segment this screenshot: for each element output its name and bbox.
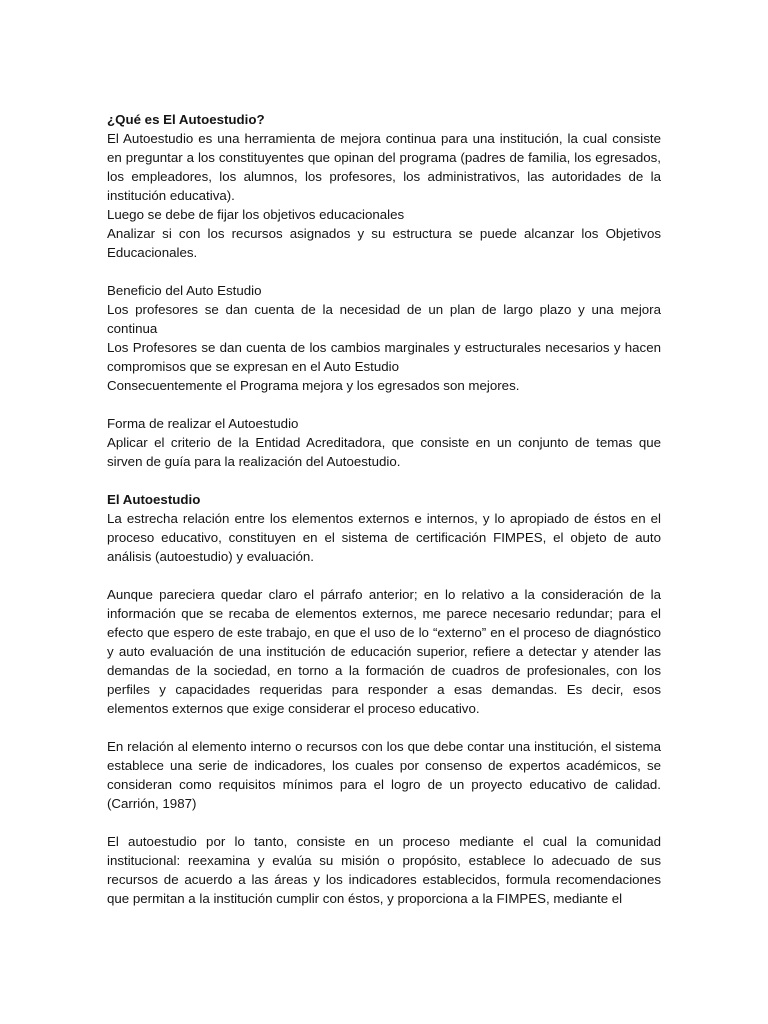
heading-forma: Forma de realizar el Autoestudio	[107, 416, 299, 431]
spacer	[107, 471, 661, 490]
paragraph-relacion: La estrecha relación entre los elementos externos e internos, y lo apropiado de éstos en el proceso educativo, constituyen en el sistema de certificación FIMPES, el objeto de auto análisis (autoestudio) y evaluación.	[107, 511, 661, 564]
heading-el-autoestudio: El Autoestudio	[107, 492, 201, 507]
paragraph-beneficio-2: Los Profesores se dan cuenta de los cambios marginales y estructurales necesarios y hacen compromisos que se expresan en el Auto Estudio	[107, 340, 661, 374]
spacer	[107, 395, 661, 414]
heading-que-es-autoestudio: ¿Qué es El Autoestudio?	[107, 112, 265, 127]
paragraph-analizar: Analizar si con los recursos asignados y su estructura se puede alcanzar los Objetivos Educacionales.	[107, 226, 661, 260]
paragraph-internos: En relación al elemento interno o recursos con los que debe contar una institución, el sistema establece una serie de indicadores, los cuales por consenso de expertos académicos, se consideran como requisitos mínimos para el logro de un proyecto educativo de calidad. (Carrión, 1987)	[107, 739, 661, 811]
paragraph-externos: Aunque pareciera quedar claro el párrafo anterior; en lo relativo a la consideración de la información que se recaba de elementos externos, me parece necesario redundar; para el efecto que espero de este trabajo, en que el uso de lo “externo” en el proceso de diagnóstico y auto evaluación de una institución de educación superior, refiere a detectar y atender las demandas de la sociedad, en torno a la formación de cuadros de profesionales, con los perfiles y capacidades requeridas para responder a esas demandas. Es decir, esos elementos externos que exige considerar el proceso educativo.	[107, 587, 661, 716]
spacer	[107, 718, 661, 737]
spacer	[107, 813, 661, 832]
paragraph-objetivos: Luego se debe de fijar los objetivos educacionales	[107, 207, 405, 222]
paragraph-conclusion: El autoestudio por lo tanto, consiste en un proceso mediante el cual la comunidad institucional: reexamina y evalúa su misión o propósito, establece lo adecuado de sus recursos de acuerdo a las áreas y los indicadores establecidos, formula recomendaciones que permitan a la institución cumplir con éstos, y proporciona a la FIMPES, mediante el	[107, 834, 661, 906]
paragraph-definicion: El Autoestudio es una herramienta de mejora continua para una institución, la cual consiste en preguntar a los constituyentes que opinan del programa (padres de familia, los egresados, los empleadores, los alumnos, los profesores, los administrativos, las autoridades de la institución educativa).	[107, 131, 661, 203]
document-page	[107, 110, 661, 908]
paragraph-forma: Aplicar el criterio de la Entidad Acreditadora, que consiste en un conjunto de temas que sirven de guía para la realización del Autoestudio.	[107, 435, 661, 469]
spacer	[107, 566, 661, 585]
heading-beneficio: Beneficio del Auto Estudio	[107, 283, 262, 298]
paragraph-beneficio-3: Consecuentemente el Programa mejora y los egresados son mejores.	[107, 378, 520, 393]
spacer	[107, 262, 661, 281]
paragraph-beneficio-1: Los profesores se dan cuenta de la necesidad de un plan de largo plazo y una mejora continua	[107, 302, 661, 336]
